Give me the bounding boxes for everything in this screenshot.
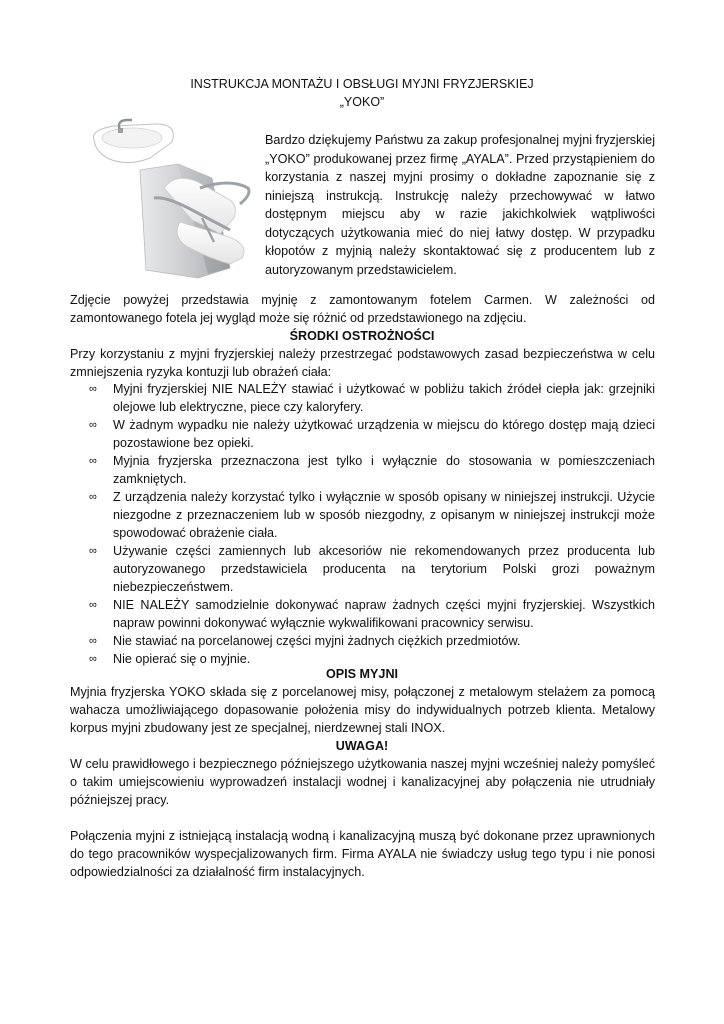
list-item-text: W żadnym wypadku nie należy użytkować urządzenia w miejscu do którego dostęp mają dzieci pozostawione bez opieki. — [113, 418, 655, 450]
bullet-icon: ∞ — [89, 545, 97, 557]
list-item — [70, 452, 655, 488]
bullet-icon: ∞ — [89, 455, 97, 467]
description-heading: OPIS MYJNI — [325, 667, 399, 681]
list-item — [70, 380, 655, 416]
list-item-text: Z urządzenia należy korzystać tylko i wyłącznie w sposób opisany w niniejszej instrukcji. Użycie niezgodne z przeznaczeniem lub w sposób niezgodny, z opisanym w niniejszej instrukcji może spowodować obrażenie ciała. — [113, 490, 655, 540]
list-item — [70, 416, 655, 452]
photo-note-paragraph: Zdjęcie powyżej przedstawia myjnię z zamontowanym fotelem Carmen. W zależności od zamontowanego fotela jej wygląd może się różnić od przedstawionego na zdjęciu. — [70, 293, 655, 325]
list-item — [70, 632, 655, 650]
warning-heading: UWAGA! — [335, 739, 389, 753]
warning-paragraph-2: Połączenia myjni z istniejącą instalacją wodną i kanalizacyjną muszą być dokonane przez uprawnionych do tego pracowników wyspecjalizowanych firm. Firma AYALA nie świadczy usług tego typu i nie ponosi odpowiedzialności za działalność firm instalacyjnych. — [70, 829, 655, 879]
safety-heading: ŚRODKI OSTROŻNOŚCI — [289, 329, 435, 343]
bullet-icon: ∞ — [89, 635, 97, 647]
list-item — [70, 596, 655, 632]
bullet-icon: ∞ — [89, 419, 97, 431]
list-item-text: Używanie części zamiennych lub akcesoriów nie rekomendowanych przez producenta lub autoryzowanego przedstawiciela producenta na terytorium Polski grozi poważnym niebezpieczeństwem. — [113, 544, 655, 594]
intro-paragraph: Bardzo dziękujemy Państwu za zakup profesjonalnej myjni fryzjerskiej „YOKO” produkowanej przez firmę „AYALA”. Przed przystąpieniem do korzystania z naszej myjni prosimy o dokładne zapoznanie się z niniejszą instrukcją. Instrukcję należy przechowywać w łatwo dostępnym miejscu aby w razie jakichkolwiek wątpliwości dotyczących użytkowania mieć do niej łatwy dostęp. W przypadku kłopotów z myjnią należy skontaktować się z producentem lub z autoryzowanym przedstawicielem. — [265, 133, 655, 277]
safety-intro-paragraph: Przy korzystaniu z myjni fryzjerskiej należy przestrzegać podstawowych zasad bezpieczeństwa w celu zmniejszenia ryzyka kontuzji lub obrażeń ciała: — [70, 347, 655, 379]
list-item-text: NIE NALEŻY samodzielnie dokonywać napraw żadnych części myjni fryzjerskiej. Wszystkich napraw powinni dokonywać wyłącznie wykwalifikowani pracownicy serwisu. — [113, 598, 655, 630]
list-item-text: Myjnia fryzjerska przeznaczona jest tylko i wyłącznie do stosowania w pomieszczeniach zamkniętych. — [113, 454, 655, 486]
list-item-text: Nie opierać się o myjnie. — [113, 652, 251, 666]
safety-list — [70, 380, 655, 668]
warning-paragraph-1: W celu prawidłowego i bezpiecznego późniejszego użytkowania naszej myjni wcześniej należy pomyśleć o takim umiejscowieniu wyprowadzeń instalacji wodnej i kanalizacyjnej aby połączenia nie utrudniały późniejszej pracy. — [70, 757, 655, 807]
bullet-icon: ∞ — [89, 599, 97, 611]
bullet-icon: ∞ — [89, 491, 97, 503]
list-item-text: Nie stawiać na porcelanowej części myjni żadnych ciężkich przedmiotów. — [113, 634, 521, 648]
list-item-text: Myjni fryzjerskiej NIE NALEŻY stawiać i użytkować w pobliżu takich źródeł ciepła jak: grzejniki olejowe lub elektryczne, piece czy kaloryfery. — [113, 382, 655, 414]
list-item — [70, 488, 655, 542]
document-subtitle: „YOKO” — [339, 95, 385, 109]
bullet-icon: ∞ — [89, 383, 97, 395]
list-item — [70, 542, 655, 596]
description-paragraph: Myjnia fryzjerska YOKO składa się z porcelanowej misy, połączonej z metalowym stelażem za pomocą wahacza umożliwiającego dopasowanie położenia misy do indywidualnych potrzeb klienta. Metalowy korpus myjni zbudowany jest ze specjalnej, nierdzewnej stali INOX. — [70, 685, 655, 735]
document-title: INSTRUKCJA MONTAŻU I OBSŁUGI MYJNI FRYZJERSKIEJ — [190, 77, 534, 91]
bullet-icon: ∞ — [89, 653, 97, 665]
product-photo — [80, 118, 258, 288]
